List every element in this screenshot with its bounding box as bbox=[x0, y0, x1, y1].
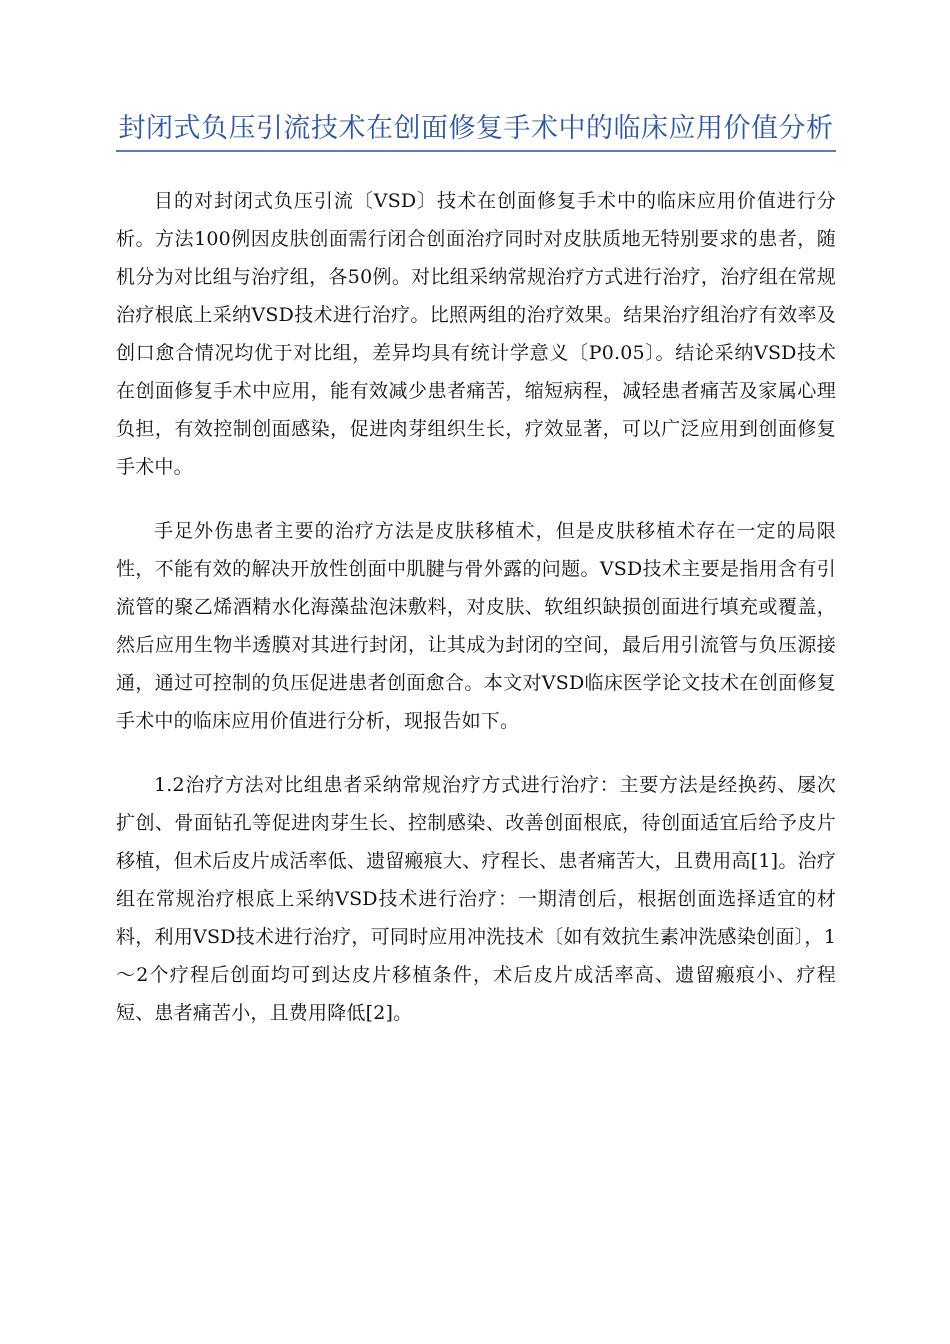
abstract-paragraph: 目的对封闭式负压引流〔VSD〕技术在创面修复手术中的临床应用价值进行分析。方法100例因皮肤创面需行闭合创面治疗同时对皮肤质地无特别要求的患者，随机分为对比组与治疗组，各50例。对比组采纳常规治疗方式进行治疗，治疗组在常规治疗根底上采纳VSD技术进行治疗。比照两组的治疗效果。结果治疗组治疗有效率及创口愈合情况均优于对比组，差异均具有统计学意义〔P0.05〕。结论采纳VSD技术在创面修复手术中应用，能有效减少患者痛苦，缩短病程，减轻患者痛苦及家属心理负担，有效控制创面感染，促进肉芽组织生长，疗效显著，可以广泛应用到创面修复手术中。 bbox=[116, 190, 836, 478]
document-title: 封闭式负压引流技术在创面修复手术中的临床应用价值分析 bbox=[118, 113, 834, 144]
introduction-paragraph: 手足外伤患者主要的治疗方法是皮肤移植术，但是皮肤移植术存在一定的局限性，不能有效的解决开放性创面中肌腱与骨外露的问题。VSD技术主要是指用含有引流管的聚乙烯酒精水化海藻盐泡沫敷料，对皮肤、软组织缺损创面进行填充或覆盖，然后应用生物半透膜对其进行封闭，让其成为封闭的空间，最后用引流管与负压源接通，通过可控制的负压促进患者创面愈合。本文对VSD临床医学论文技术在创面修复手术中的临床应用价值进行分析，现报告如下。 bbox=[116, 520, 836, 732]
methods-paragraph: 1.2治疗方法对比组患者采纳常规治疗方式进行治疗：主要方法是经换药、屡次扩创、骨面钻孔等促进肉芽生长、控制感染、改善创面根底，待创面适宜后给予皮片移植，但术后皮片成活率低、遗留瘢痕大、疗程长、患者痛苦大，且费用高[1]。治疗组在常规治疗根底上采纳VSD技术进行治疗：一期清创后，根据创面选择适宜的材料，利用VSD技术进行治疗，可同时应用冲洗技术〔如有效抗生素冲洗感染创面〕，1～2个疗程后创面均可到达皮片移植条件，术后皮片成活率高、遗留瘢痕小、疗程短、患者痛苦小，且费用降低[2]。 bbox=[116, 774, 836, 1024]
title-underline bbox=[116, 150, 836, 152]
document-page bbox=[116, 112, 836, 1058]
